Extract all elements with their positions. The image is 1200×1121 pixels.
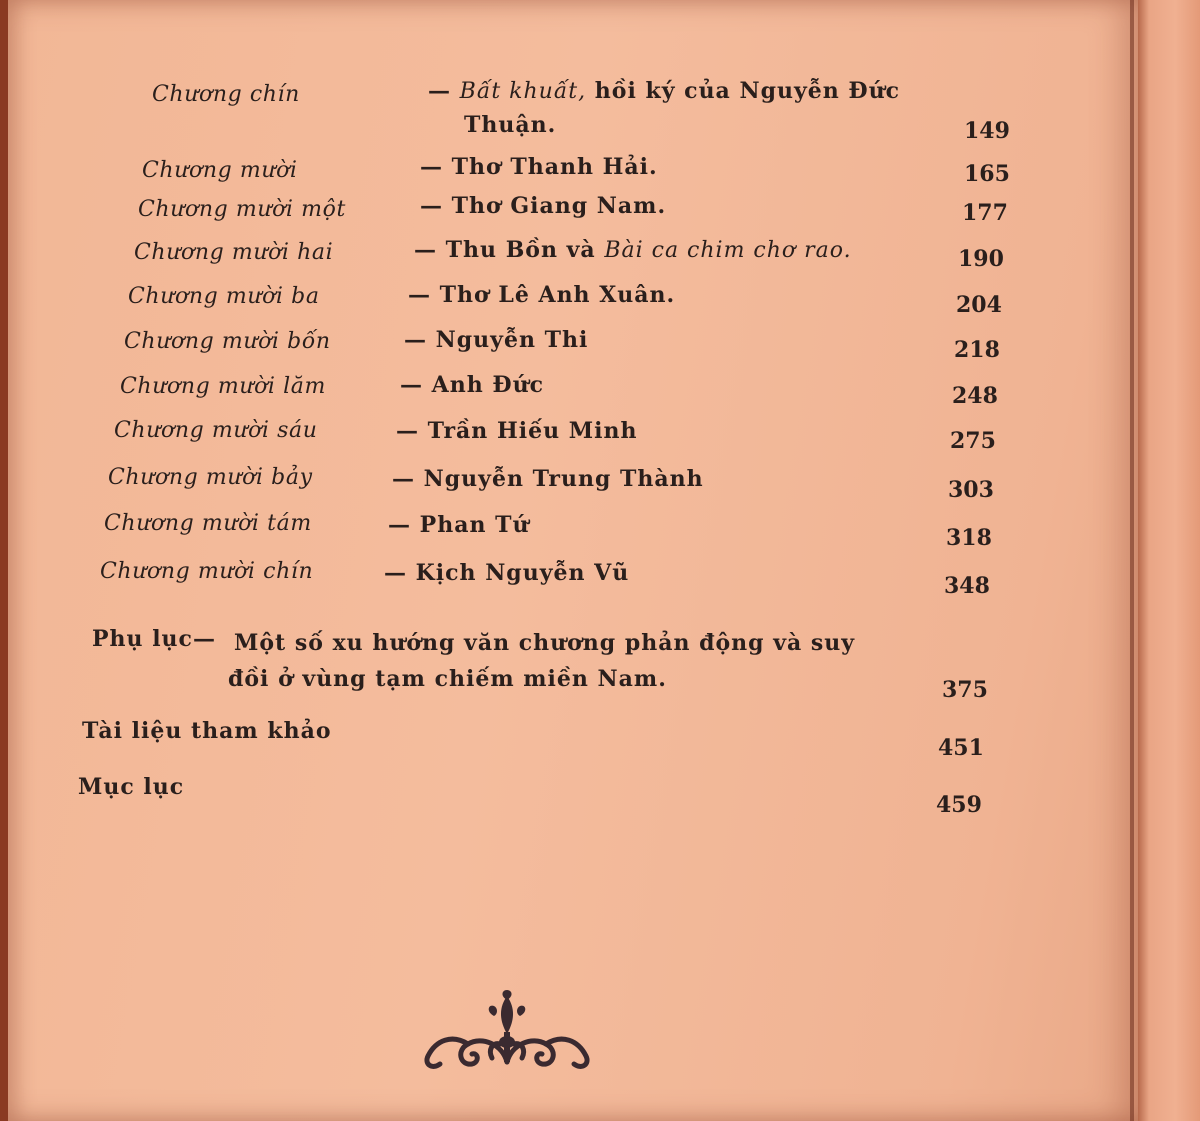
chapter-label: Chương mười bảy [108,465,313,490]
title-text: Nguyễn Trung Thành [423,466,704,492]
page-number: 218 [954,337,1000,363]
fleuron-ornament-icon [422,984,592,1074]
dash: — [400,372,423,398]
page-number: 190 [958,246,1004,272]
dash: — [420,193,443,219]
dash: — [392,466,415,492]
dash: — [408,282,431,308]
chapter-title [408,282,675,308]
page-number: 149 [964,118,1010,144]
page-number: 318 [946,525,992,551]
page-number: 275 [950,428,996,454]
chapter-title [396,418,637,444]
title-text: hồi ký của Nguyễn Đức [586,78,901,104]
title-text: Thơ Lê Anh Xuân. [439,282,676,308]
next-page-edge [1138,0,1200,1121]
page-number: 248 [952,383,998,409]
chapter-title [414,237,852,263]
appendix-title-line2: đồi ở vùng tạm chiếm miền Nam. [228,666,667,692]
chapter-label: Chương chín [152,82,300,107]
chapter-title [388,512,530,538]
chapter-label: Chương mười hai [134,240,334,265]
dash: — [396,418,419,444]
page-number: 348 [944,573,990,599]
chapter-title [384,560,629,586]
page-number: 459 [936,792,982,818]
chapter-label: Chương mười sáu [114,418,318,443]
title-italic: Bất khuất, [459,79,587,104]
chapter-label: Chương mười một [138,197,346,222]
title-text: Thu Bồn và [445,237,605,263]
chapter-label: Chương mười [142,158,298,183]
chapter-label: Chương mười chín [100,559,314,584]
title-text: Trần Hiếu Minh [427,418,638,444]
title-text: Kịch Nguyễn Vũ [415,560,630,586]
title-text: Thơ Giang Nam. [451,193,667,219]
page-number: 204 [956,292,1002,318]
appendix-title-line1: Một số xu hướng văn chương phản động và suy [234,630,856,656]
chapter-title [428,78,900,104]
chapter-label: Chương mười tám [104,511,312,536]
title-text: Nguyễn Thi [435,327,589,353]
dash: — [428,78,451,104]
appendix-label: Phụ lục— [92,626,216,652]
chapter-title [392,466,704,492]
chapter-title [420,154,658,180]
page-number: 165 [964,161,1010,187]
dash: — [420,154,443,180]
book-page [8,0,1138,1121]
dash: — [404,327,427,353]
chapter-label: Chương mười ba [128,284,320,309]
title-text: Phan Tứ [419,512,530,538]
references-label: Tài liệu tham khảo [82,718,332,744]
chapter-label: Chương mười lăm [120,374,326,399]
chapter-title [404,327,588,353]
title-text: Thơ Thanh Hải. [451,154,658,180]
dash: — [384,560,407,586]
page-number: 303 [948,477,994,503]
contents-label: Mục lục [78,774,185,800]
page-number: 375 [942,677,988,703]
chapter-label: Chương mười bốn [124,329,331,354]
title-text: Anh Đức [431,372,545,398]
dash: — [414,237,437,263]
title-italic: Bài ca chim chơ rao. [604,238,852,263]
dash: — [388,512,411,538]
chapter-title [400,372,544,398]
chapter-title-line2: Thuận. [464,112,557,138]
page-gutter-line [1130,0,1134,1121]
page-number: 177 [962,200,1008,226]
chapter-title [420,193,666,219]
page-number: 451 [938,735,984,761]
